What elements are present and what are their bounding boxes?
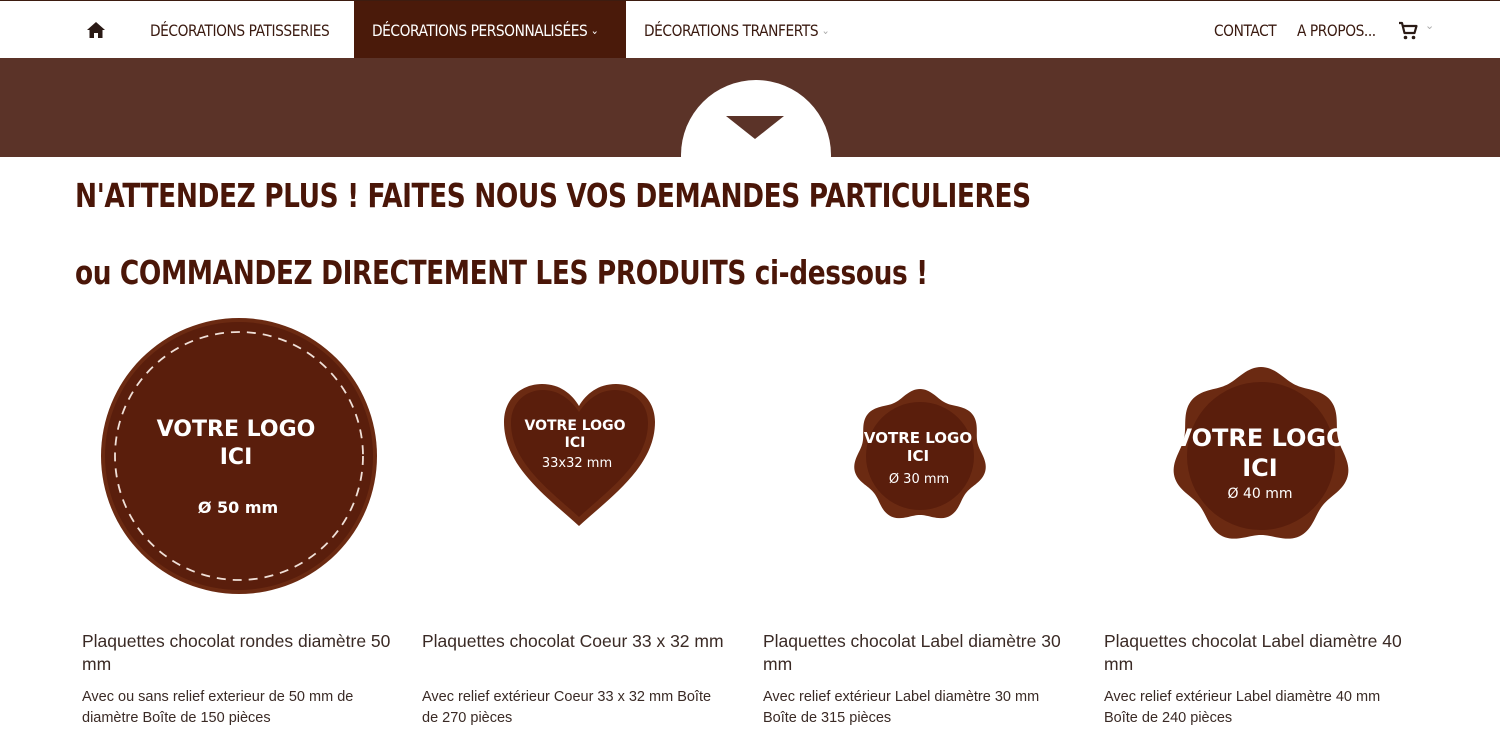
product-title[interactable]: Plaquettes chocolat Label diamètre 40 mm — [1104, 631, 1402, 674]
nav-item-decorations-tranferts[interactable] — [644, 1, 829, 59]
home-icon[interactable] — [86, 21, 106, 39]
logo-line2: ICI — [564, 435, 586, 451]
product-image-label-30[interactable] — [757, 310, 1077, 610]
nav-label: DÉCORATIONS PATISSERIES — [150, 20, 330, 40]
product-image-label-40[interactable] — [1098, 310, 1418, 610]
size-label: Ø 40 mm — [1227, 486, 1293, 502]
nav-item-inner — [372, 1, 598, 59]
nav-label: A PROPOS... — [1297, 20, 1376, 40]
product-description: Avec relief extérieur Label diamètre 30 mm Boîte de 315 pièces — [763, 689, 1040, 726]
product-description: Avec relief extérieur Label diamètre 40 mm Boîte de 240 pièces — [1104, 689, 1381, 726]
nav-label: CONTACT — [1214, 20, 1277, 40]
chevron-down-icon: ⌄ — [821, 23, 830, 37]
nav-label: DÉCORATIONS TRANFERTS — [644, 20, 819, 40]
product-title[interactable]: Plaquettes chocolat rondes diamètre 50 mm — [82, 631, 391, 674]
nav-item-contact[interactable] — [1214, 1, 1276, 59]
product-title[interactable]: Plaquettes chocolat Label diamètre 30 mm — [763, 631, 1061, 674]
product-description: Avec relief extérieur Coeur 33 x 32 mm Boîte de 270 pièces — [422, 689, 712, 726]
logo-line2: ICI — [219, 445, 253, 470]
page-heading: N'ATTENDEZ PLUS ! FAITES NOUS VOS DEMANDES PARTICULIERES — [75, 176, 1031, 215]
chevron-down-icon: ⌄ — [590, 23, 599, 37]
nav-item-decorations-personnalisees[interactable] — [354, 1, 626, 59]
size-label: Ø 30 mm — [888, 472, 950, 487]
nav-item-a-propos[interactable] — [1297, 1, 1376, 59]
product-image-round[interactable] — [76, 310, 396, 610]
product-description: Avec ou sans relief exterieur de 50 mm de diamètre Boîte de 150 pièces — [82, 689, 354, 726]
product-image-heart[interactable] — [416, 310, 736, 610]
chevron-down-icon[interactable]: ⌄ — [1425, 20, 1435, 32]
nav-item-decorations-patisseries[interactable] — [150, 1, 329, 59]
hero-banner — [0, 58, 1500, 157]
logo-line1: VOTRE LOGO — [156, 417, 316, 442]
logo-line2: ICI — [1242, 454, 1278, 482]
main-nav — [0, 0, 1500, 58]
nav-label: DÉCORATIONS PERSONNALISÉES — [372, 20, 588, 40]
cart-icon[interactable] — [1398, 21, 1420, 41]
logo-line1: VOTRE LOGO — [863, 429, 973, 447]
logo-line1: VOTRE LOGO — [1173, 424, 1347, 452]
triangle-down-icon — [726, 116, 784, 139]
logo-line2: ICI — [906, 447, 930, 465]
size-label: Ø 50 mm — [197, 498, 279, 517]
product-title[interactable]: Plaquettes chocolat Coeur 33 x 32 mm — [422, 631, 724, 651]
size-label: 33x32 mm — [541, 456, 613, 471]
logo-line1: VOTRE LOGO — [524, 418, 626, 434]
page-subheading: ou COMMANDEZ DIRECTEMENT LES PRODUITS ci-dessous ! — [75, 253, 928, 292]
